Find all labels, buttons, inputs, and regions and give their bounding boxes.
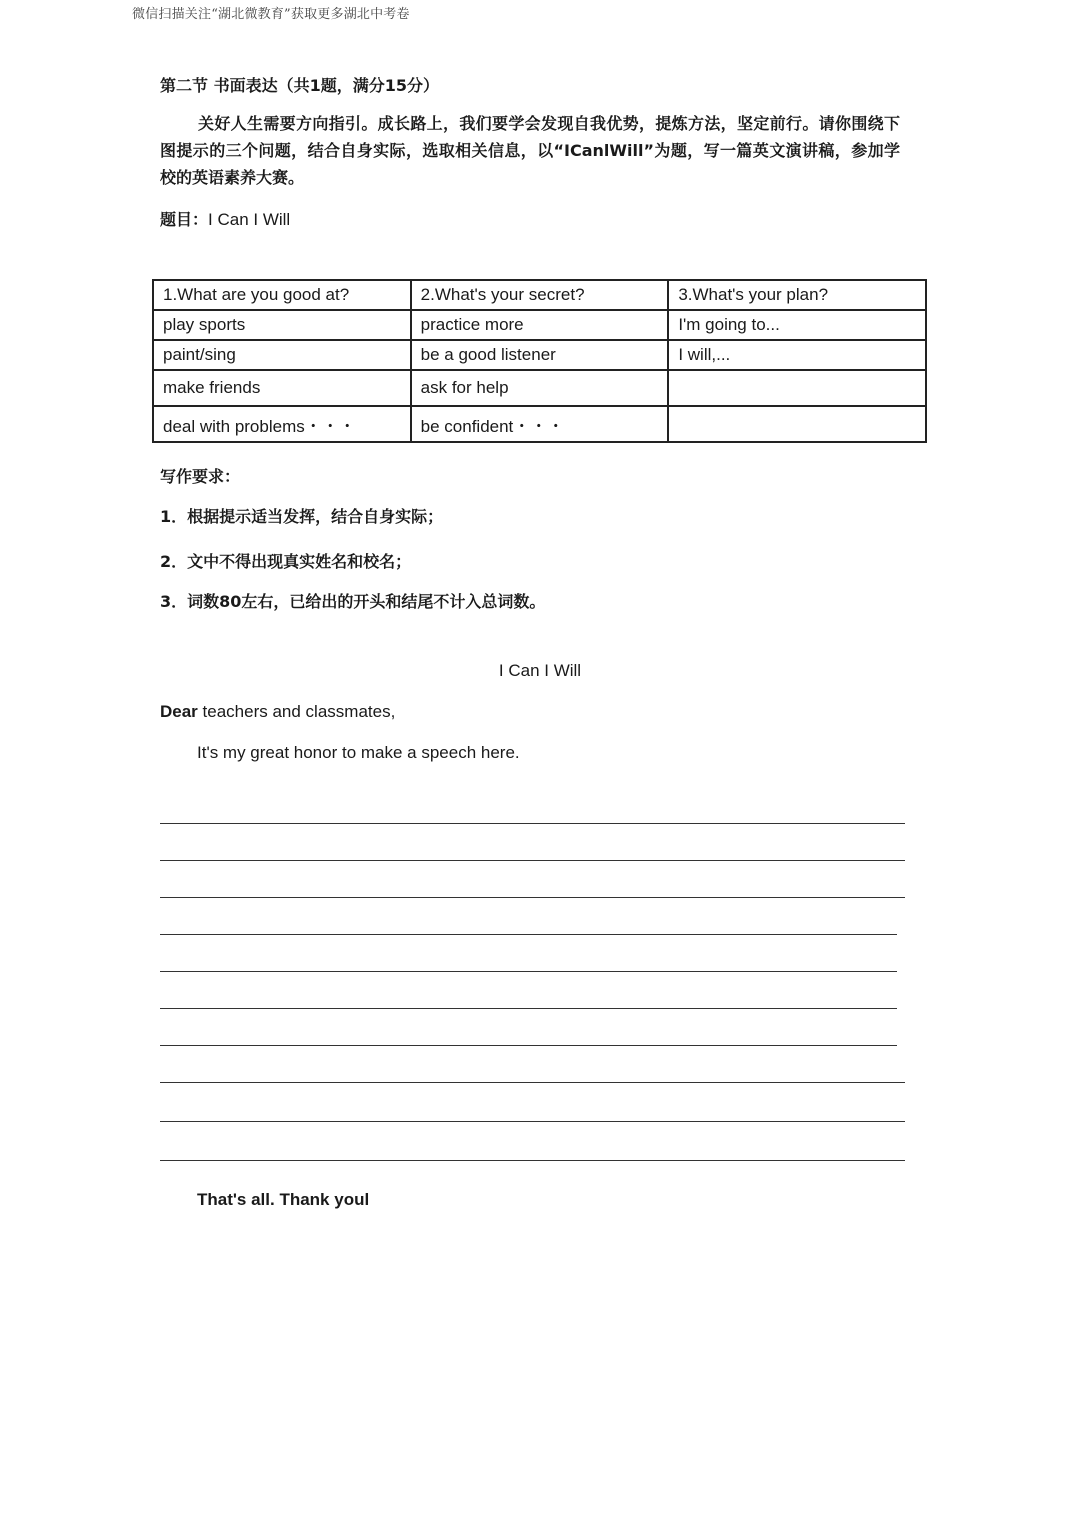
table-cell: make friends	[153, 370, 411, 406]
greeting-rest: teachers and classmates,	[197, 702, 396, 721]
table-header-cell: 1.What are you good at?	[153, 280, 411, 310]
task-instructions: 关好人生需要方向指引。成长路上，我们要学会发现自我优势，提炼方法，坚定前行。请你围绕下图提示的三个问题，结合自身实际，选取相关信息，以“ICanlWill”为题，写一篇英文演讲稿，参加学校的英语素养大赛。	[160, 114, 900, 187]
requirements-title: 写作要求：	[160, 467, 241, 486]
writing-line[interactable]	[160, 1008, 897, 1009]
watermark-text: 微信扫描关注“湖北微教育”获取更多湖北中考卷	[132, 7, 410, 22]
table-cell: paint/sing	[153, 340, 411, 370]
topic-label: 题目：	[160, 210, 209, 229]
table-cell	[668, 406, 926, 442]
table-row	[153, 406, 926, 442]
table-header-cell: 3.What's your plan?	[668, 280, 926, 310]
essay-greeting	[160, 702, 395, 722]
table-cell: ask for help	[411, 370, 669, 406]
writing-line[interactable]	[160, 1121, 905, 1122]
requirement-item: 2．文中不得出现真实姓名和校名；	[160, 552, 412, 571]
hints-table	[152, 279, 927, 443]
table-header-cell: 2.What's your secret?	[411, 280, 669, 310]
table-cell: be a good listener	[411, 340, 669, 370]
table-cell: play sports	[153, 310, 411, 340]
topic-value: I Can I Will	[208, 210, 291, 229]
requirement-item: 3．词数80左右，已给出的开头和结尾不计入总词数。	[160, 592, 546, 611]
table-header-row	[153, 280, 926, 310]
writing-line[interactable]	[160, 1082, 905, 1083]
writing-line[interactable]	[160, 934, 897, 935]
table-cell: I will,...	[668, 340, 926, 370]
table-row	[153, 310, 926, 340]
table-cell: be confident・・・	[411, 406, 669, 442]
writing-line[interactable]	[160, 823, 905, 824]
table-cell: practice more	[411, 310, 669, 340]
table-cell	[668, 370, 926, 406]
table-cell: I'm going to...	[668, 310, 926, 340]
writing-line[interactable]	[160, 971, 897, 972]
writing-line[interactable]	[160, 1160, 905, 1161]
writing-line[interactable]	[160, 1045, 897, 1046]
table-row	[153, 340, 926, 370]
topic-line	[160, 207, 290, 230]
essay-closing: That's all. Thank youl	[197, 1190, 370, 1209]
greeting-bold: Dear	[160, 702, 198, 721]
requirement-item: 1．根据提示适当发挥，结合自身实际；	[160, 507, 444, 526]
essay-opening: It's my great honor to make a speech here.	[197, 743, 520, 762]
writing-line[interactable]	[160, 860, 905, 861]
table-cell: deal with problems・・・	[153, 406, 411, 442]
section-title: 第二节 书面表达（共1题，满分15分）	[160, 76, 439, 95]
writing-line[interactable]	[160, 897, 905, 898]
table-row	[153, 370, 926, 406]
essay-title: I Can I Will	[498, 661, 582, 680]
